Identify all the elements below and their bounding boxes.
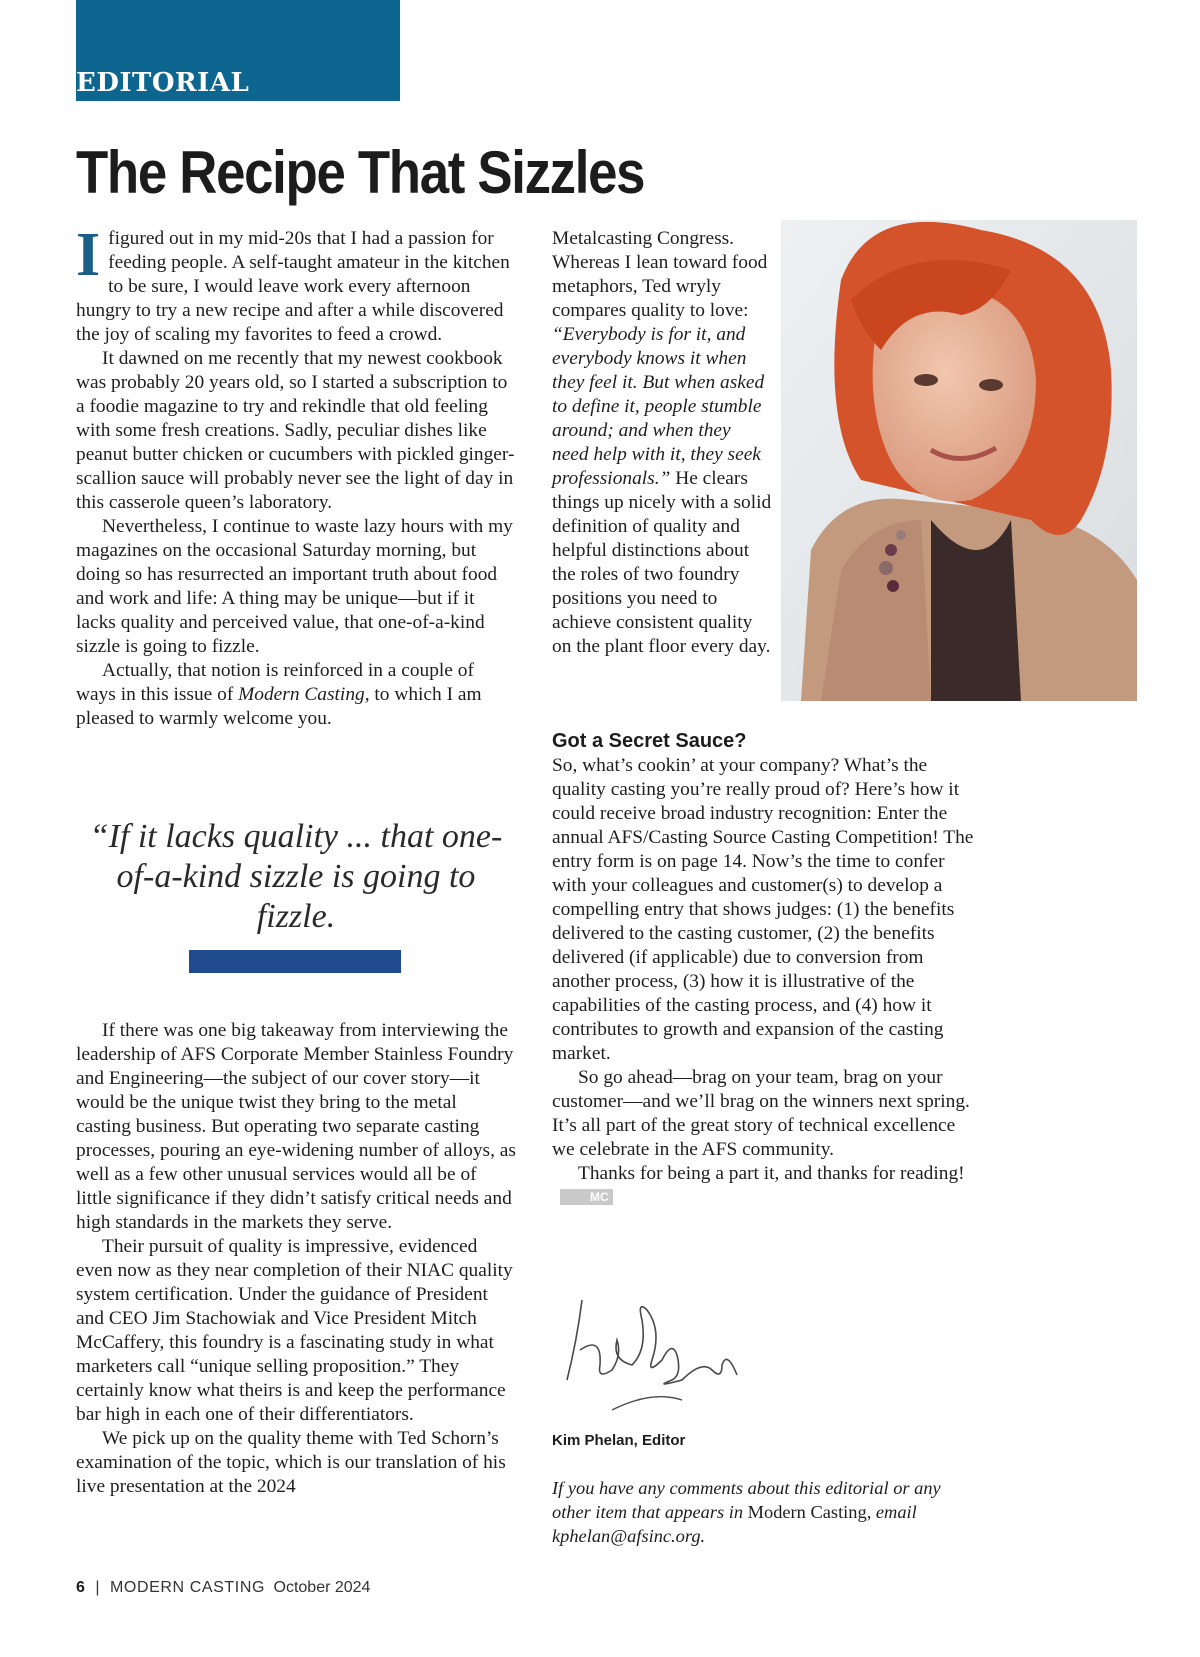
- page-title: The Recipe That Sizzles: [76, 139, 645, 206]
- left-column-top: [76, 221, 516, 731]
- paragraph-10: So go ahead—brag on your team, brag on your customer—and we’ll brag on the winners next spring. It’s all part of the great story of technical excellence we celebrate in the AFS community.: [552, 1067, 970, 1160]
- paragraph-8: [552, 227, 772, 659]
- signature-name: Kim Phelan, Editor: [552, 1432, 686, 1449]
- paragraph-2: It dawned on me recently that my newest cookbook was probably 20 years old, so I started a subscription to a foodie magazine to try and rekindle that old feeling with some fresh creations. Sadly, peculiar dishes like peanut butter chicken or cucumbers with pickled ginger-scallion sauce will probably never see the light of day in this casserole queen’s laboratory.: [76, 348, 515, 513]
- editor-signature: [552, 1280, 752, 1425]
- paragraph-3: Nevertheless, I continue to waste lazy hours with my magazines on the occasional Saturday morning, but doing so has resurrected an important truth about food and work and life: A thing may be unique—but if it lacks quality and perceived value, that one-of-a-kind sizzle is going to fizzle.: [76, 516, 513, 657]
- pull-quote: “If it lacks quality ... that one-of-a-kind sizzle is going to fizzle.: [89, 818, 503, 935]
- paragraph-7: We pick up on the quality theme with Ted Schorn’s examination of the topic, which is our translation of his live presentation at the 2024: [76, 1428, 506, 1497]
- paragraph-4-text: Actually, that notion is reinforced in a couple of ways in this issue of: [76, 660, 474, 705]
- paragraph-4-end: , to which I am pleased to warmly welcome you.: [76, 684, 482, 729]
- paragraph-1: [76, 221, 516, 347]
- end-mark-badge: MC: [560, 1189, 613, 1205]
- paragraph-11: [552, 1162, 980, 1210]
- right-column-bottom: [552, 729, 980, 1210]
- section-label: EDITORIAL: [76, 68, 250, 98]
- page-footer: [76, 1579, 370, 1597]
- left-column-bottom: [76, 1019, 516, 1499]
- footer-date: October 2024: [273, 1579, 371, 1596]
- footer-separator: |: [95, 1579, 100, 1596]
- editor-portrait-image: [781, 220, 1137, 701]
- pull-quote-bar: [189, 950, 401, 973]
- ted-quote: “Everybody is for it, and everybody knows it when they feel it. But when asked to define it, people stumble around; and when they need help with it, they seek professionals.”: [552, 324, 765, 489]
- footer-magazine: MODERN CASTING: [109, 1579, 266, 1596]
- note-text: If you have any comments about this editorial or any other item that appears in: [552, 1478, 941, 1522]
- editor-photo: [781, 220, 1137, 701]
- paragraph-1-text: figured out in my mid-20s that I had a passion for feeding people. A self-taught amateur in the kitchen to be sure, I would leave work every afternoon hungry to try a new recipe and after a while discovered the joy of scaling my favorites to feed a crowd.: [76, 228, 510, 345]
- note-email: , email kphelan@afsinc.org.: [552, 1502, 917, 1546]
- paragraph-8-end: He clears things up nicely with a solid definition of quality and helpful distinctions about the roles of two foundry positions you need to achieve consistent quality on the plant floor every day.: [552, 468, 772, 657]
- paragraph-6: Their pursuit of quality is impressive, evidenced even now as they near completion of their NIAC quality system certification. Under the guidance of President and CEO Jim Stachowiak and Vice President Mitch McCaffery, this foundry is a fascinating study in what marketers call “unique selling proposition.” They certainly know what theirs is and keep the performance bar high in each one of their differentiators.: [76, 1236, 513, 1425]
- signature-scribble: [552, 1280, 752, 1420]
- subhead: Got a Secret Sauce?: [552, 730, 747, 752]
- note-magazine-name: Modern Casting: [747, 1502, 867, 1522]
- editor-note: [552, 1476, 972, 1548]
- page-number: 6: [76, 1579, 85, 1596]
- closing-text: Thanks for being a part it, and thanks for reading!: [578, 1163, 965, 1184]
- paragraph-9: So, what’s cookin’ at your company? What’s the quality casting you’re really proud of? Here’s how it could receive broad industry recognition: Enter the annual AFS/Casting Source Casting Competition! The entry form is on page 14. Now’s the time to confer with your colleagues and customer(s) to develop a compelling entry that shows judges: (1) the benefits delivered to the casting customer, (2) the benefits delivered (if applicable) due to conversion from another process, (3) how it is illustrative of the capabilities of the casting process, and (4) how it contributes to growth and expansion of the casting market.: [552, 755, 974, 1064]
- paragraph-8-text: Metalcasting Congress. Whereas I lean toward food metaphors, Ted wryly compares quality to love:: [552, 228, 768, 321]
- paragraph-5: If there was one big takeaway from interviewing the leadership of AFS Corporate Member Stainless Foundry and Engineering—the subject of our cover story—it would be the unique twist they bring to the metal casting business. But operating two separate casting processes, pouring an eye-widening number of alloys, as well as a few other unusual services would all be of little significance if they didn’t satisfy critical needs and high standards in the markets they serve.: [76, 1020, 516, 1233]
- right-column-top: [552, 227, 772, 659]
- drop-cap: I: [76, 221, 101, 289]
- magazine-name: Modern Casting: [238, 684, 365, 705]
- paragraph-4: [76, 659, 516, 731]
